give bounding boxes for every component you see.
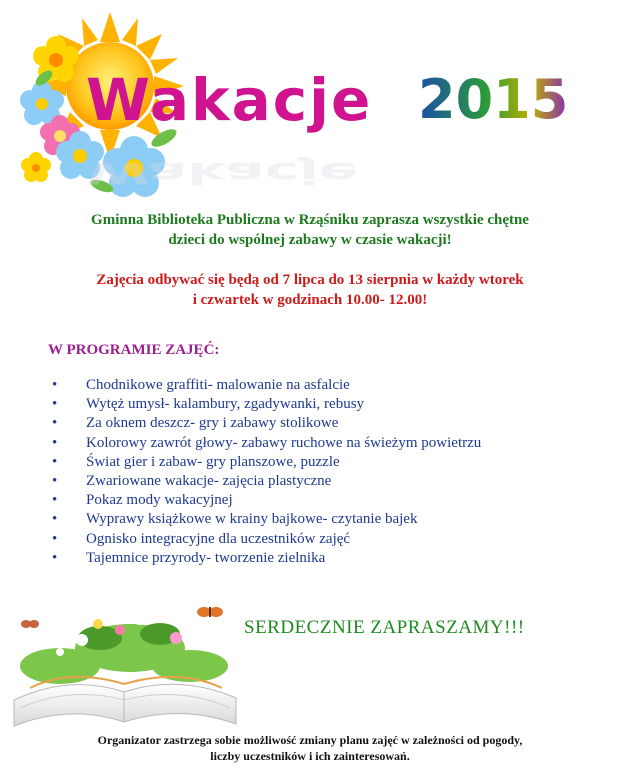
intro-spacer bbox=[0, 250, 620, 270]
bullet-icon: • bbox=[52, 434, 58, 451]
program-item-text: Wyprawy książkowe w krainy bajkowe- czytanie bajek bbox=[86, 511, 418, 528]
intro-line-1: Gminna Biblioteka Publiczna w Rząśniku zaprasza wszystkie chętne bbox=[91, 212, 529, 228]
program-item-text: Chodnikowe graffiti- malowanie na asfalcie bbox=[86, 377, 350, 393]
program-item bbox=[48, 510, 608, 529]
bullet-icon: • bbox=[52, 511, 58, 528]
intro-line-3: Zajęcia odbywać się będą od 7 lipca do 13 sierpnia w każdy wtorek bbox=[96, 272, 524, 288]
footer-line-2: liczby uczestników i ich zainteresowań. bbox=[210, 749, 410, 763]
title-word: Wakacje bbox=[86, 66, 373, 134]
program-item bbox=[48, 530, 608, 549]
program-item-text: Kolorowy zawrót głowy- zabawy ruchowe na świeżym powietrzu bbox=[86, 434, 482, 451]
program-item bbox=[48, 414, 608, 433]
program-item bbox=[48, 395, 608, 414]
bullet-icon: • bbox=[52, 415, 58, 432]
program-item bbox=[48, 491, 608, 510]
program-item-text: Wytęż umysł- kalambury, zgadywanki, rebusy bbox=[86, 396, 365, 413]
program-item-text: Za oknem deszcz- gry i zabawy stolikowe bbox=[86, 415, 339, 432]
footer-line-1: Organizator zastrzega sobie możliwość zmiany planu zajęć w zależności od pogody, bbox=[97, 733, 523, 747]
program-item-text: Ognisko integracyjne dla uczestników zajęć bbox=[86, 530, 351, 547]
program-list bbox=[48, 376, 608, 568]
program-item bbox=[48, 434, 608, 453]
intro-text bbox=[0, 210, 620, 310]
intro-line-2: dzieci do wspólnej zabawy w czasie wakacji! bbox=[168, 232, 452, 248]
title-year: 2015 bbox=[418, 68, 569, 131]
bullet-icon: • bbox=[52, 492, 58, 509]
bullet-icon: • bbox=[52, 396, 58, 413]
bullet-icon: • bbox=[52, 549, 58, 566]
intro-line-4: i czwartek w godzinach 10.00- 12.00! bbox=[192, 292, 428, 308]
bullet-icon: • bbox=[52, 453, 58, 470]
program-item bbox=[48, 472, 608, 491]
bullet-icon: • bbox=[52, 530, 58, 547]
program-item bbox=[48, 549, 608, 568]
closing-invitation: SERDECZNIE ZAPRASZAMY!!! bbox=[244, 617, 525, 638]
title-reflection: Wakacje bbox=[86, 156, 359, 191]
program-item-text: Pokaz mody wakacyjnej bbox=[86, 492, 233, 509]
program-heading: W PROGRAMIE ZAJĘĆ: bbox=[48, 342, 220, 358]
program-item-text: Tajemnice przyrody- tworzenie zielnika bbox=[86, 549, 326, 566]
program-item-text: Zwariowane wakacje- zajęcia plastyczne bbox=[86, 472, 332, 489]
bullet-icon: • bbox=[52, 377, 58, 393]
footer-disclaimer bbox=[0, 732, 620, 764]
title-banner bbox=[80, 58, 610, 191]
program-item bbox=[48, 453, 608, 472]
program-item-text: Świat gier i zabaw- gry planszowe, puzzle bbox=[86, 453, 340, 470]
bullet-icon: • bbox=[52, 472, 58, 489]
program-item bbox=[48, 376, 608, 395]
open-book-illustration bbox=[0, 588, 250, 736]
